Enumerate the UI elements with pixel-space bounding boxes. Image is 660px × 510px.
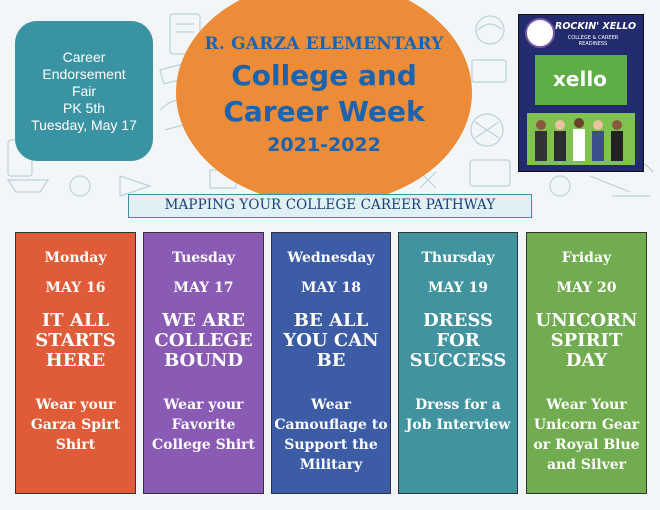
day-description: Wear Your Unicorn Gear or Royal Blue and Silver bbox=[533, 397, 640, 473]
fair-line-2: Endorsement bbox=[42, 65, 126, 82]
fair-line-5: Tuesday, May 17 bbox=[31, 116, 137, 133]
careers-people-illustration bbox=[527, 113, 635, 165]
day-card-thursday bbox=[398, 232, 518, 494]
xello-subtitle: COLLEGE & CAREER READINESS bbox=[567, 35, 619, 47]
people-icon bbox=[527, 113, 635, 165]
day-description: Dress for a Job Interview bbox=[405, 397, 511, 433]
xello-title: ROCKIN' XELLO bbox=[555, 21, 637, 32]
day-description: Wear Camouflage to Support the Military bbox=[274, 397, 388, 473]
title-block bbox=[186, 34, 462, 156]
day-name: Thursday bbox=[421, 250, 495, 266]
day-description: Wear your Favorite College Shirt bbox=[151, 397, 256, 453]
xello-logo-text: xello bbox=[553, 67, 607, 91]
day-name: Tuesday bbox=[171, 250, 236, 266]
day-date: MAY 19 bbox=[427, 280, 488, 296]
day-card-wednesday bbox=[271, 232, 391, 494]
title-line-2: Career Week bbox=[223, 95, 425, 128]
day-date: MAY 16 bbox=[45, 280, 106, 296]
school-name: R. GARZA ELEMENTARY bbox=[204, 34, 444, 54]
day-date: MAY 18 bbox=[300, 280, 361, 296]
day-name: Monday bbox=[44, 250, 107, 266]
day-headline: WE ARE COLLEGE BOUND bbox=[154, 310, 253, 371]
day-date: MAY 17 bbox=[173, 280, 234, 296]
school-year: 2021-2022 bbox=[267, 134, 381, 156]
day-headline: IT ALL STARTS HERE bbox=[35, 310, 116, 371]
career-fair-box bbox=[15, 21, 153, 161]
day-name: Wednesday bbox=[287, 250, 375, 266]
pathway-banner: MAPPING YOUR COLLEGE CAREER PATHWAY bbox=[128, 194, 532, 218]
title-line-1: College and bbox=[231, 59, 417, 92]
unicorn-logo-icon bbox=[525, 18, 555, 48]
fair-line-1: Career bbox=[62, 48, 106, 65]
day-card-monday bbox=[15, 232, 136, 494]
xello-logo bbox=[535, 55, 627, 105]
fair-line-3: Fair bbox=[71, 82, 97, 99]
day-headline: UNICORN SPIRIT DAY bbox=[535, 310, 638, 371]
day-description: Wear your Garza Spirt Shirt bbox=[30, 397, 121, 453]
day-name: Friday bbox=[561, 250, 612, 266]
day-headline: BE ALL YOU CAN BE bbox=[283, 310, 379, 371]
day-headline: DRESS FOR SUCCESS bbox=[409, 310, 507, 371]
day-card-friday bbox=[526, 232, 647, 494]
fair-line-4: PK 5th bbox=[62, 99, 106, 116]
day-card-tuesday bbox=[143, 232, 264, 494]
rockin-xello-graphic bbox=[518, 14, 644, 172]
day-date: MAY 20 bbox=[556, 280, 617, 296]
